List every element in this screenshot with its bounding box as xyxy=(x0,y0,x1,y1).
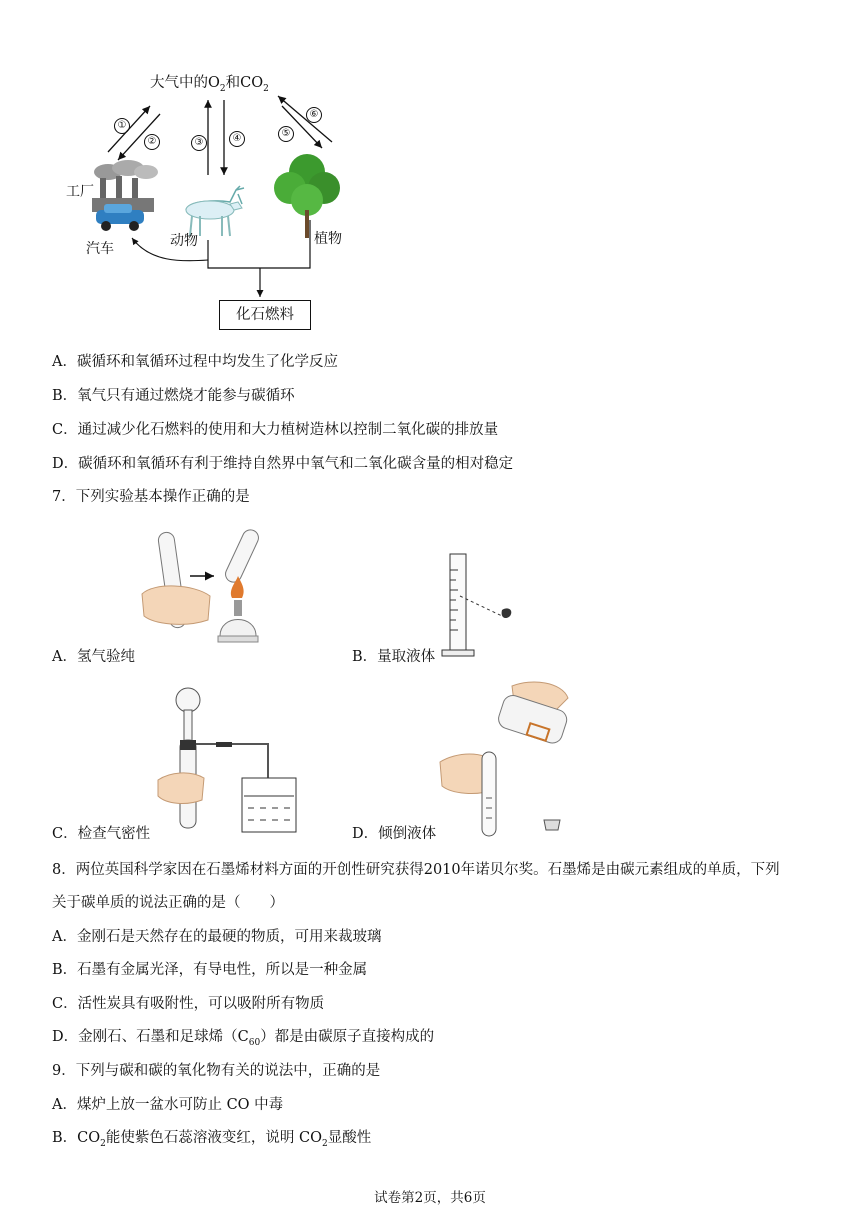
car-label: 汽车 xyxy=(86,241,114,257)
q6-option-d: D．碳循环和氧循环有利于维持自然界中氧气和二氧化碳含量的相对稳定 xyxy=(52,456,514,472)
q7-option-d: D．倾倒液体 xyxy=(352,826,437,842)
q9-option-b xyxy=(52,1128,371,1154)
q8-option-d-sub: 60 xyxy=(248,1037,261,1048)
measuring-cylinder-illustration xyxy=(414,550,514,660)
label-6: ⑥ xyxy=(306,107,322,123)
q8-stem-line2: 关于碳单质的说法正确的是（ ） xyxy=(52,895,284,911)
label-3: ③ xyxy=(191,135,207,151)
label-4: ④ xyxy=(229,131,245,147)
q7-stem: 7．下列实验基本操作正确的是 xyxy=(52,489,250,505)
q8-option-c: C．活性炭具有吸附性，可以吸附所有物质 xyxy=(52,996,325,1012)
label-2: ② xyxy=(144,134,160,150)
q9-option-b-sub2: 2 xyxy=(321,1138,328,1149)
title-part: 和CO xyxy=(225,75,264,91)
q7-option-a: A．氢气验纯 xyxy=(52,649,135,665)
q9-option-b-mid: 能使紫色石蕊溶液变红，说明 CO xyxy=(105,1130,322,1146)
hydrogen-test-illustration xyxy=(134,524,284,654)
title-sub: 2 xyxy=(263,83,269,94)
title-part: 大气中的O xyxy=(150,75,220,91)
q8-option-a: A．金刚石是天然存在的最硬的物质，可用来裁玻璃 xyxy=(52,929,382,945)
q8-option-d-prefix: D．金刚石、石墨和足球烯（C xyxy=(52,1029,249,1045)
q8-option-d-suffix: ）都是由碳原子直接构成的 xyxy=(260,1029,435,1045)
q8-option-b: B．石墨有金属光泽，有导电性，所以是一种金属 xyxy=(52,962,368,978)
q7-option-b: B．量取液体 xyxy=(352,649,436,665)
airtightness-illustration xyxy=(150,686,300,836)
q9-option-b-suffix: 显酸性 xyxy=(327,1130,372,1146)
q9-option-a: A．煤炉上放一盆水可防止 CO 中毒 xyxy=(52,1097,284,1113)
q6-option-a: A．碳循环和氧循环过程中均发生了化学反应 xyxy=(52,354,338,370)
q9-option-b-sub1: 2 xyxy=(100,1138,106,1149)
animal-label: 动物 xyxy=(170,233,198,249)
plant-label: 植物 xyxy=(314,231,342,247)
label-1: ① xyxy=(114,118,130,134)
label-5: ⑤ xyxy=(278,126,294,142)
q6-option-c: C．通过减少化石燃料的使用和大力植树造林以控制二氧化碳的排放量 xyxy=(52,422,499,438)
title-sub: 2 xyxy=(219,83,226,94)
q9-option-b-prefix: B．CO xyxy=(52,1130,101,1146)
tree-illustration xyxy=(272,150,342,240)
deer-illustration xyxy=(178,180,258,240)
pouring-liquid-illustration xyxy=(436,678,586,838)
factory-label: 工厂 xyxy=(66,184,94,200)
q9-stem: 9．下列与碳和碳的氧化物有关的说法中，正确的是 xyxy=(52,1063,381,1079)
q8-stem-line1: 8．两位英国科学家因在石墨烯材料方面的开创性研究获得2010年诺贝尔奖。石墨烯是由碳元素组成的单质，下列 xyxy=(52,862,780,878)
page-footer: 试卷第2页，共6页 xyxy=(374,1190,486,1206)
q8-option-d xyxy=(52,1027,434,1053)
factory-car-illustration xyxy=(88,160,178,240)
fossil-fuel-box: 化石燃料 xyxy=(219,300,311,330)
q7-option-c: C．检查气密性 xyxy=(52,826,151,842)
q6-option-b: B．氧气只有通过燃烧才能参与碳循环 xyxy=(52,388,295,404)
